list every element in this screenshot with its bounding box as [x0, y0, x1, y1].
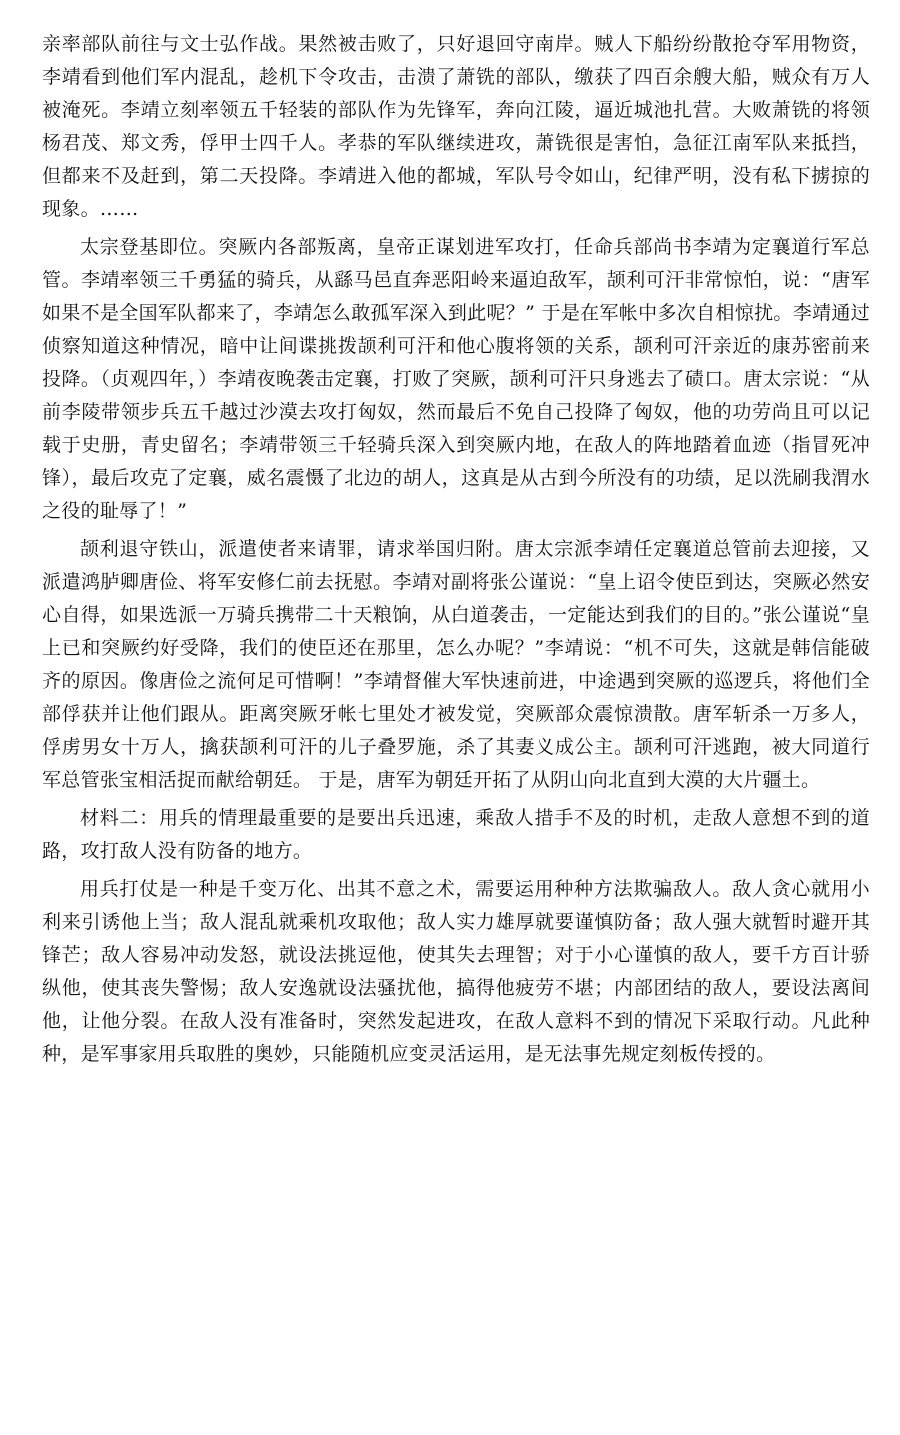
- paragraph-warfare-tactics: 用兵打仗是一种是千变万化、出其不意之术，需要运用种种方法欺骗敌人。敌人贪心就用小利来引诱他上当；敌人混乱就乘机攻取他；敌人实力雄厚就要谨慎防备；敌人强大就暂时避开其锋芒；敌人容易冲动发怒，就设法挑逗他，使其失去理智；对于小心谨慎的敌人，要千方百计骄纵他，使其丧失警惕；敌人安逸就设法骚扰他，搞得他疲劳不堪；内部团结的敌人，要设法离间他，让他分裂。在敌人没有准备时，突然发起进攻，在敌人意料不到的情况下采取行动。凡此种种，是军事家用兵取胜的奥妙，只能随机应变灵活运用，是无法事先规定刻板传授的。: [42, 878, 870, 1065]
- document-page: [42, 28, 870, 1076]
- paragraph-material-two: 材料二：用兵的情理最重要的是要出兵迅速，乘敌人措手不及的时机，走敌人意想不到的道路，攻打敌人没有防备的地方。: [42, 807, 870, 862]
- paragraph-taizong-turks: 太宗登基即位。突厥内各部叛离，皇帝正谋划进军攻打，任命兵部尚书李靖为定襄道行军总管。李靖率领三千勇猛的骑兵，从繇马邑直奔恶阳岭来逼迫敌军，颉利可汗非常惊怕，说：“唐军如果不是全国军队都来了，李靖怎么敢孤军深入到此呢？” 于是在军帐中多次自相惊扰。李靖通过侦察知道这种情况，暗中让间谍挑拨颉利可汗和他心腹将领的关系，颉利可汗亲近的康苏密前来投降。（贞观四年，）李靖夜晚袭击定襄，打败了突厥，颉利可汗只身逃去了碛口。唐太宗说：“从前李陵带领步兵五千越过沙漠去攻打匈奴，然而最后不免自己投降了匈奴，他的功劳尚且可以记载于史册，青史留名；李靖带领三千轻骑兵深入到突厥内地，在敌人的阵地踏着血迹（指冒死冲锋），最后攻克了定襄，威名震慑了北边的胡人，这真是从古到今所没有的功绩，足以洗刷我渭水之役的耻辱了！”: [42, 236, 870, 522]
- paragraph-li-jing-jiangling: 亲率部队前往与文士弘作战。果然被击败了，只好退回守南岸。贼人下船纷纷散抢夺军用物资，李靖看到他们军内混乱，趁机下令攻击，击溃了萧铣的部队，缴获了四百余艘大船，贼众有万人被淹死。李靖立刻率领五千轻装的部队作为先锋军，奔向江陵，逼近城池扎营。大败萧铣的将领杨君茂、郑文秀，俘甲士四千人。孝恭的军队继续进攻，萧铣很是害怕，急征江南军队来抵挡，但都来不及赶到，第二天投降。李靖进入他的都城，军队号令如山，纪律严明，没有私下掳掠的现象。……: [42, 33, 870, 220]
- paragraph-jieli-tieshan: 颉利退守铁山，派遣使者来请罪，请求举国归附。唐太宗派李靖任定襄道总管前去迎接，又派遣鸿胪卿唐俭、将军安修仁前去抚慰。李靖对副将张公谨说：“皇上诏令使臣到达，突厥必然安心自得，如果选派一万骑兵携带二十天粮饷，从白道袭击，一定能达到我们的目的。”张公谨说“皇上已和突厥约好受降，我们的使臣还在那里，怎么办呢？”李靖说：“机不可失，这就是韩信能破齐的原因。像唐俭之流何足可惜啊！”李靖督催大军快速前进，中途遇到突厥的巡逻兵，将他们全部俘获并让他们跟从。距离突厥牙帐七里处才被发觉，突厥部众震惊溃散。唐军斩杀一万多人，俘虏男女十万人，擒获颉利可汗的儿子叠罗施，杀了其妻义成公主。颉利可汗逃跑，被大同道行军总管张宝相活捉而献给朝廷。 于是，唐军为朝廷开拓了从阴山向北直到大漠的大片疆土。: [42, 538, 870, 791]
